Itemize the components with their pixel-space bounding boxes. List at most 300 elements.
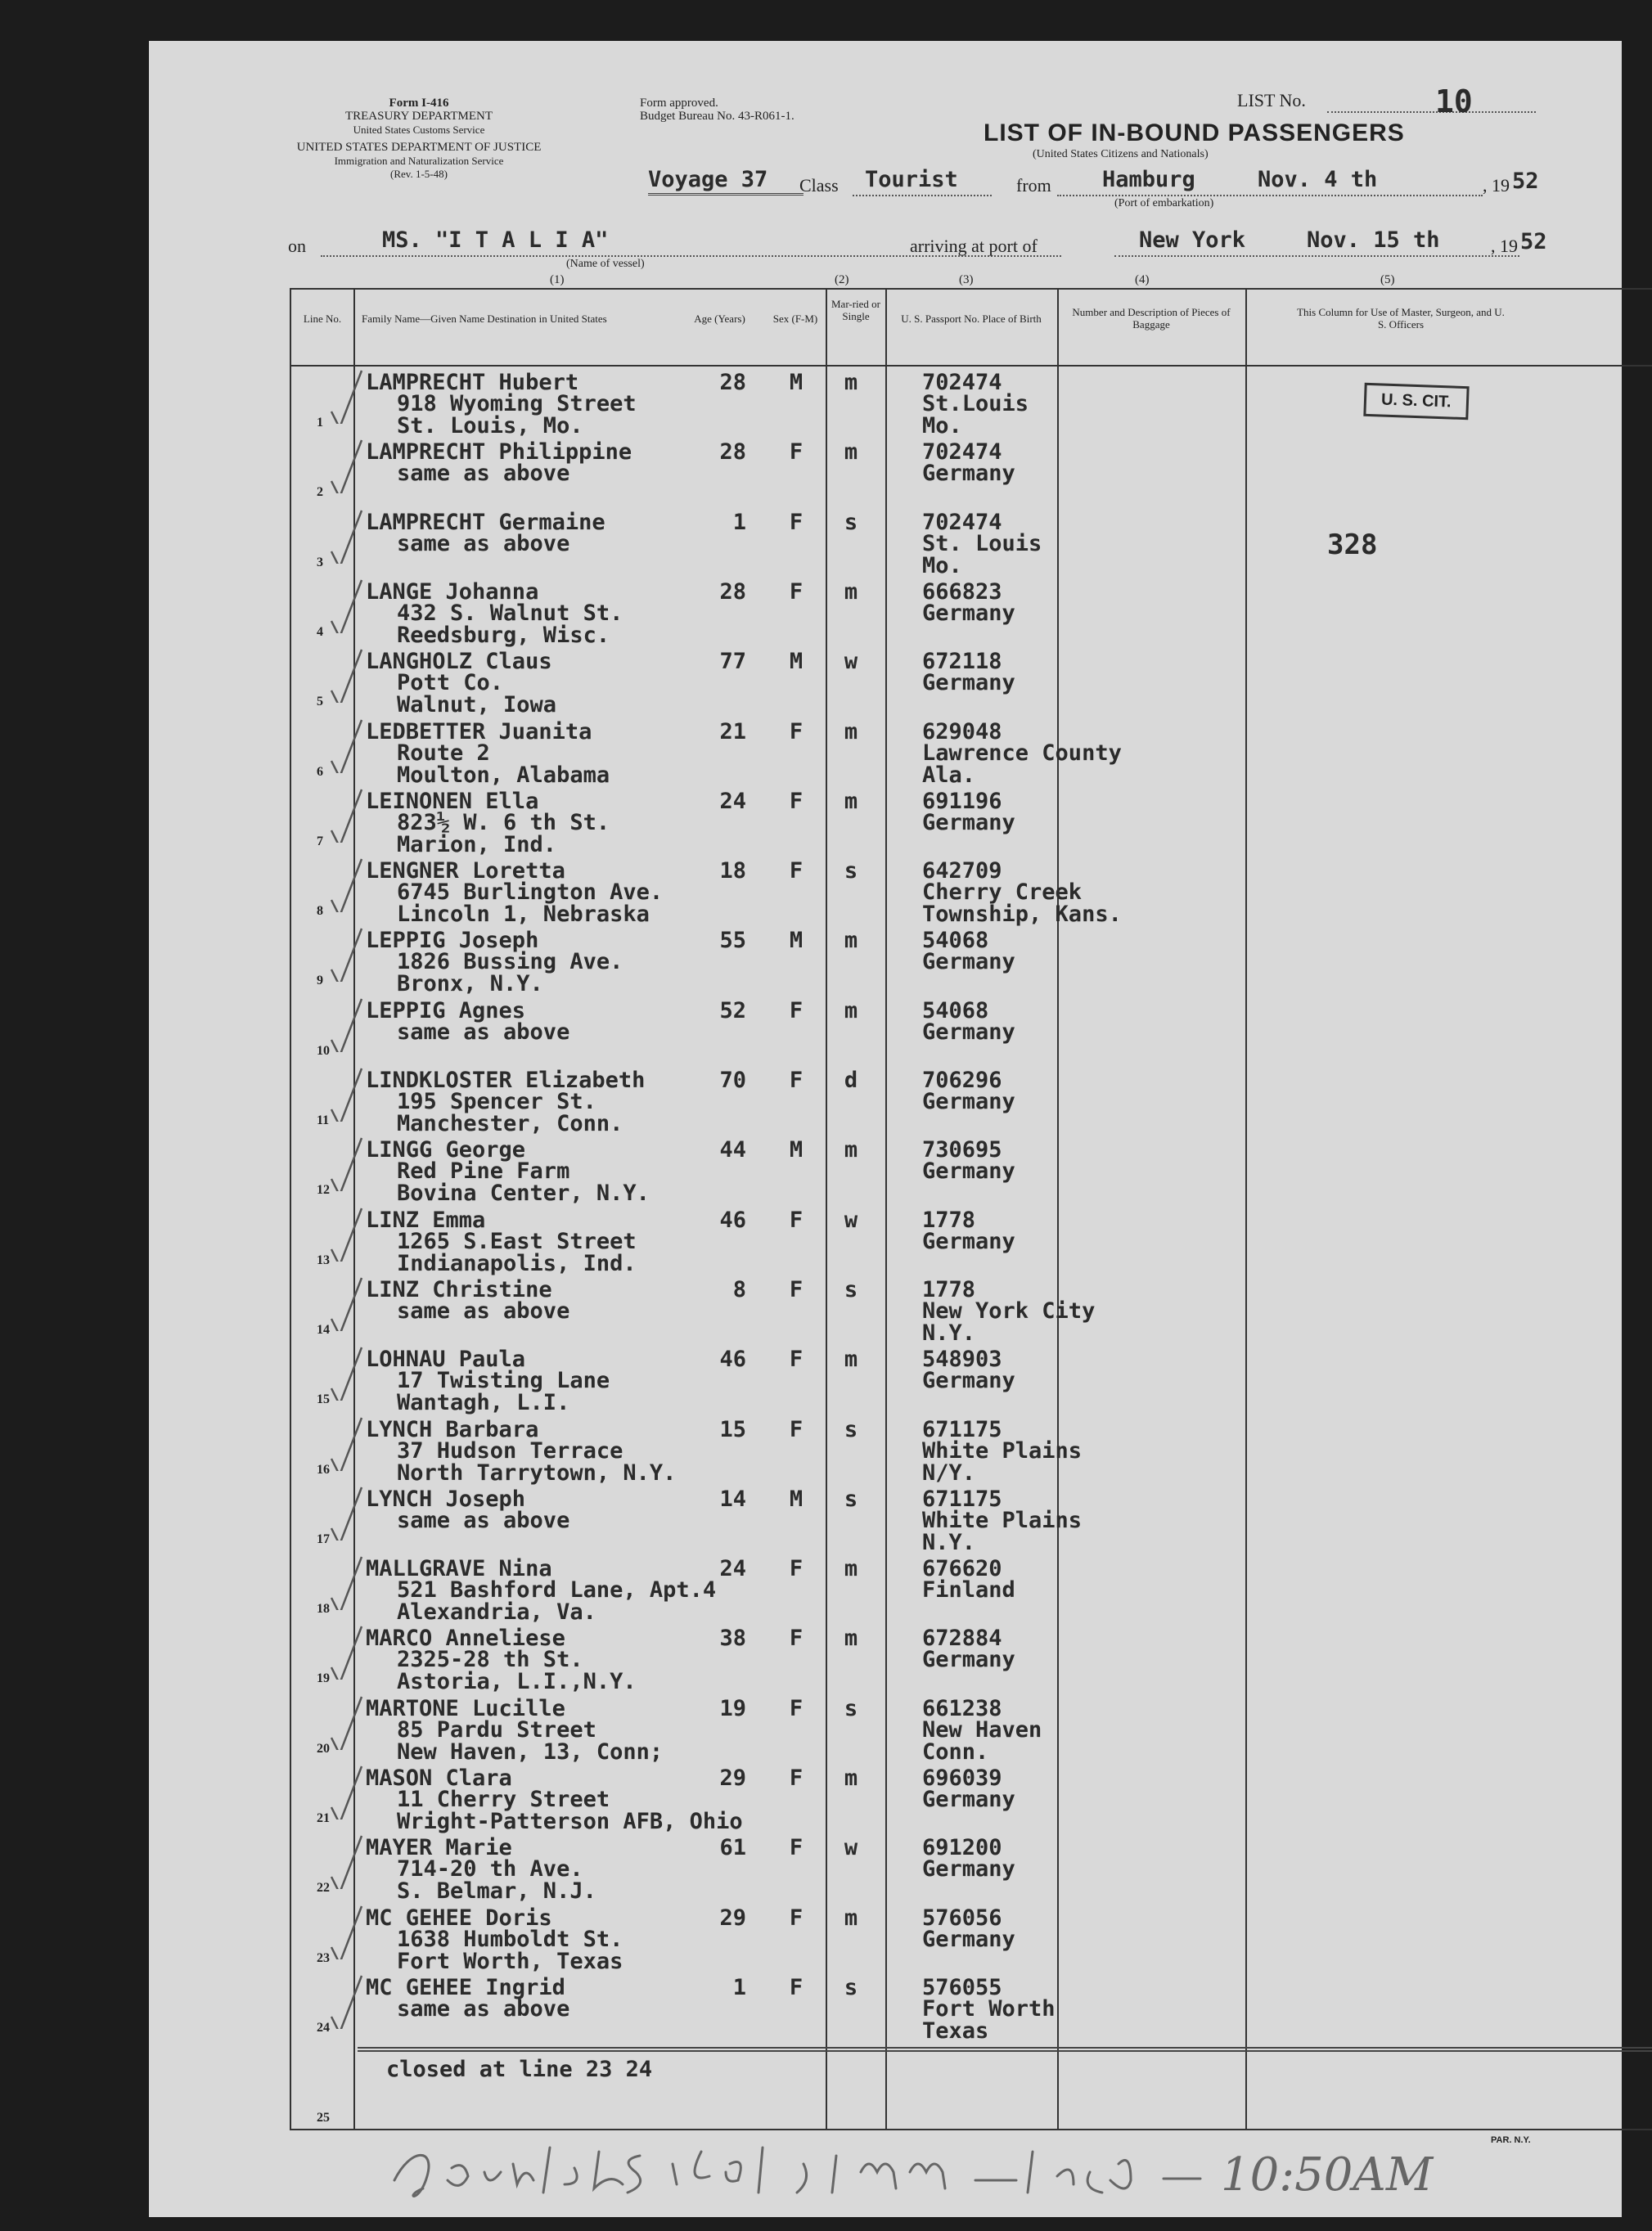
check-mark-icon — [325, 1972, 366, 2029]
passport-number: 691196 — [922, 788, 1002, 814]
place-of-birth-line-1: Fort Worth — [922, 1995, 1056, 2022]
passenger-age: 38 — [719, 1626, 746, 1652]
destination-line-2: Reedsburg, Wisc. — [397, 622, 610, 648]
line-number: 23 — [317, 1950, 330, 1965]
col-header-line: Line No. — [303, 313, 342, 325]
line-number: 22 — [317, 1881, 330, 1896]
col-header-officers: This Column for Use of Master, Surgeon, and U. S. Officers — [1297, 306, 1505, 331]
passenger-sex: F — [789, 1276, 803, 1302]
arrival-year: 52 — [1520, 229, 1547, 254]
marital-status: s — [844, 1276, 858, 1302]
passenger-name: MALLGRAVE Nina — [366, 1556, 552, 1582]
table-row — [149, 576, 1622, 648]
destination-line-1: 1638 Humboldt St. — [397, 1926, 623, 1952]
embark-year: 52 — [1512, 169, 1539, 194]
passenger-age: 1 — [732, 1974, 746, 2000]
place-of-birth-line-1: Germany — [922, 600, 1015, 626]
passenger-age: 44 — [719, 1137, 746, 1163]
passport-number: 702474 — [922, 509, 1002, 535]
table-row — [149, 1204, 1622, 1274]
place-of-birth-line-1: Germany — [922, 461, 1015, 487]
place-of-birth-line-1: White Plains — [922, 1507, 1083, 1533]
check-mark-icon — [325, 1414, 366, 1471]
col-num-5: (5) — [1380, 273, 1395, 286]
destination-line-1: 37 Hudson Terrace — [397, 1437, 623, 1464]
passenger-age: 15 — [719, 1416, 746, 1442]
vessel-name: MS. "I T A L I A" — [382, 227, 609, 253]
on-label: on — [288, 236, 306, 256]
passenger-sex: F — [789, 788, 803, 814]
marital-status: m — [844, 439, 858, 466]
check-mark-icon — [325, 1274, 366, 1331]
destination-line-2: S. Belmar, N.J. — [397, 1878, 596, 1905]
check-mark-icon — [325, 1064, 366, 1122]
passenger-name: LANGHOLZ Claus — [366, 649, 552, 675]
place-of-birth-line-1: St.Louis — [922, 391, 1029, 416]
table-row — [149, 1553, 1622, 1626]
destination-line-1: Route 2 — [397, 740, 490, 766]
place-of-birth-line-2: Conn. — [922, 1738, 989, 1765]
destination-line-2: North Tarrytown, N.Y. — [397, 1460, 677, 1486]
check-mark-icon — [325, 576, 366, 633]
destination-line-1: Pott Co. — [397, 670, 504, 696]
check-mark-icon — [325, 1343, 366, 1401]
passport-number: 1778 — [922, 1207, 976, 1233]
table-row — [149, 1972, 1622, 2044]
destination-line-1: 918 Wyoming Street — [397, 391, 637, 416]
check-mark-icon — [325, 1622, 366, 1680]
line-number: 9 — [317, 974, 323, 988]
passenger-name: LOHNAU Paula — [366, 1347, 526, 1373]
passenger-sex: F — [789, 1207, 803, 1233]
passenger-age: 29 — [719, 1765, 746, 1791]
passport-number: 576055 — [922, 1974, 1002, 2000]
destination-line-2: New Haven, 13, Conn; — [397, 1738, 664, 1765]
passenger-age: 19 — [719, 1695, 746, 1721]
passenger-age: 52 — [719, 997, 746, 1023]
passenger-age: 28 — [719, 370, 746, 395]
form-subtitle: (United States Citizens and Nationals) — [1033, 148, 1209, 160]
place-of-birth-line-1: Germany — [922, 670, 1015, 696]
passenger-name: LINGG George — [366, 1137, 526, 1163]
table-row — [149, 855, 1622, 928]
line-number: 1 — [317, 416, 323, 430]
check-mark-icon — [325, 645, 366, 703]
marital-status: s — [844, 1695, 858, 1721]
passport-number: 1778 — [922, 1276, 976, 1302]
passenger-age: 14 — [719, 1486, 746, 1512]
inspector-signature — [378, 2131, 1491, 2205]
passenger-sex: F — [789, 1905, 803, 1931]
table-row — [149, 1622, 1622, 1695]
passenger-name: LAMPRECHT Germaine — [366, 509, 605, 535]
destination-line-1: 2325-28 th St. — [397, 1647, 583, 1673]
col-header-sex: Sex (F-M) — [772, 313, 818, 325]
place-of-birth-line-2: N.Y. — [922, 1529, 976, 1555]
destination-line-1: same as above — [397, 530, 570, 556]
line-number: 6 — [317, 764, 323, 779]
destination-line-1: 195 Spencer St. — [397, 1089, 596, 1114]
check-mark-icon — [325, 1204, 366, 1262]
passenger-sex: M — [789, 370, 803, 395]
place-of-birth-line-1: Germany — [922, 1647, 1015, 1673]
passenger-age: 28 — [719, 439, 746, 466]
line-number: 18 — [317, 1602, 330, 1617]
marital-status: m — [844, 1556, 858, 1582]
passport-number: 661238 — [922, 1695, 1002, 1721]
table-row — [149, 1832, 1622, 1905]
from-label: from — [1016, 175, 1051, 196]
svg-text:10:50AM: 10:50AM — [1221, 2148, 1434, 2202]
passenger-sex: F — [789, 509, 803, 535]
passenger-name: LYNCH Barbara — [366, 1416, 539, 1442]
line-number: 8 — [317, 904, 323, 919]
place-of-birth-line-1: Germany — [922, 809, 1015, 835]
passport-number: 730695 — [922, 1137, 1002, 1163]
check-mark-icon — [325, 1902, 366, 1959]
line-number: 15 — [317, 1392, 330, 1407]
destination-line-2: Wright-Patterson AFB, Ohio — [397, 1809, 743, 1834]
form-title: LIST OF IN-BOUND PASSENGERS — [984, 119, 1405, 146]
line-number: 14 — [317, 1322, 330, 1337]
table-row — [149, 785, 1622, 855]
line-number-25: 25 — [317, 2111, 330, 2125]
passenger-age: 46 — [719, 1207, 746, 1233]
table-row — [149, 1762, 1622, 1832]
passport-number: 702474 — [922, 370, 1002, 395]
passenger-sex: F — [789, 1695, 803, 1721]
marital-status: w — [844, 649, 858, 675]
line-number: 21 — [317, 1811, 330, 1825]
place-of-birth-line-1: Germany — [922, 1019, 1015, 1045]
destination-line-2: St. Louis, Mo. — [397, 413, 583, 439]
passenger-name: LEPPIG Joseph — [366, 928, 539, 954]
check-mark-icon — [325, 716, 366, 773]
table-row — [149, 506, 1622, 576]
table-row — [149, 645, 1622, 718]
passenger-name: LINDKLOSTER Elizabeth — [366, 1068, 646, 1093]
destination-line-1: 432 S. Walnut St. — [397, 600, 623, 626]
marital-status: m — [844, 928, 858, 954]
destination-line-1: 85 Pardu Street — [397, 1716, 596, 1743]
col-num-1: (1) — [550, 273, 565, 286]
embark-port: Hamburg — [1102, 167, 1195, 192]
manifest-page — [149, 41, 1622, 2217]
check-mark-icon — [325, 506, 366, 564]
passenger-name: MARCO Anneliese — [366, 1626, 565, 1652]
marital-status: m — [844, 718, 858, 744]
passport-number: 54068 — [922, 997, 989, 1023]
passport-number: 672118 — [922, 649, 1002, 675]
passenger-name: MARTONE Lucille — [366, 1695, 565, 1721]
col-header-passport: U. S. Passport No. Place of Birth — [901, 313, 1042, 325]
place-of-birth-line-1: Germany — [922, 1787, 1015, 1812]
table-row — [149, 1902, 1622, 1972]
customs-service: United States Customs Service — [353, 124, 485, 136]
arrival-date: Nov. 15 th — [1307, 227, 1440, 253]
check-mark-icon — [325, 785, 366, 843]
table-row — [149, 1414, 1622, 1486]
passenger-sex: F — [789, 439, 803, 466]
place-of-birth-line-1: Germany — [922, 1158, 1015, 1185]
justice-dept: UNITED STATES DEPARTMENT OF JUSTICE — [296, 141, 542, 154]
line-number: 16 — [317, 1462, 330, 1477]
passenger-age: 46 — [719, 1347, 746, 1373]
place-of-birth-line-1: Cherry Creek — [922, 879, 1083, 906]
check-mark-icon — [325, 1483, 366, 1541]
passenger-sex: F — [789, 1974, 803, 2000]
table-row — [149, 995, 1622, 1064]
line-number: 10 — [317, 1043, 330, 1058]
place-of-birth-line-1: New York City — [922, 1298, 1096, 1324]
passenger-sex: F — [789, 1626, 803, 1652]
line-number: 24 — [317, 2020, 330, 2035]
destination-line-2: Lincoln 1, Nebraska — [397, 902, 650, 928]
marital-status: m — [844, 1137, 858, 1163]
marital-status: d — [844, 1068, 858, 1093]
destination-line-1: 823½ W. 6 th St. — [397, 809, 610, 835]
passenger-age: 77 — [719, 649, 746, 675]
closed-note: closed at line 23 24 — [386, 2057, 653, 2082]
place-of-birth-line-1: Germany — [922, 1856, 1015, 1882]
passenger-name: LAMPRECHT Hubert — [366, 370, 579, 395]
destination-line-2: Walnut, Iowa — [397, 692, 557, 718]
check-mark-icon — [325, 924, 366, 982]
destination-line-2: Fort Worth, Texas — [397, 1948, 623, 1974]
line-number: 19 — [317, 1671, 330, 1686]
passenger-sex: F — [789, 1835, 803, 1861]
passenger-sex: M — [789, 649, 803, 675]
col-header-age: Age (Years) — [694, 313, 745, 325]
check-mark-icon — [325, 995, 366, 1052]
passenger-age: 55 — [719, 928, 746, 954]
passenger-age: 8 — [732, 1276, 746, 1302]
marital-status: m — [844, 1347, 858, 1373]
col-num-3: (3) — [959, 273, 974, 286]
marital-status: s — [844, 858, 858, 884]
vessel-label: (Name of vessel) — [566, 258, 645, 270]
embark-date: Nov. 4 th — [1258, 167, 1378, 192]
destination-line-1: 17 Twisting Lane — [397, 1368, 610, 1394]
place-of-birth-line-1: Germany — [922, 1926, 1015, 1952]
place-of-birth-line-1: Germany — [922, 1368, 1015, 1394]
arrival-year-prefix: , 19 — [1491, 236, 1518, 256]
destination-line-1: same as above — [397, 1019, 570, 1045]
passenger-sex: F — [789, 718, 803, 744]
destination-line-2: Marion, Ind. — [397, 831, 557, 857]
passenger-name: LINZ Christine — [366, 1276, 552, 1302]
table-row — [149, 1343, 1622, 1416]
table-row — [149, 436, 1622, 506]
passport-number: 676620 — [922, 1556, 1002, 1582]
table-row — [149, 367, 1622, 439]
passenger-name: MAYER Marie — [366, 1835, 512, 1861]
embark-year-prefix: , 19 — [1483, 175, 1510, 196]
passenger-name: LYNCH Joseph — [366, 1486, 526, 1512]
destination-line-1: 1265 S.East Street — [397, 1228, 637, 1254]
col-num-2: (2) — [835, 273, 849, 286]
passenger-name: MC GEHEE Doris — [366, 1905, 552, 1931]
table-row — [149, 1693, 1622, 1765]
passenger-name: LAMPRECHT Philippine — [366, 439, 632, 466]
destination-line-2: Alexandria, Va. — [397, 1599, 596, 1626]
printer-mark: PAR. N.Y. — [1491, 2135, 1531, 2145]
class-value: Tourist — [865, 167, 958, 192]
passenger-age: 1 — [732, 509, 746, 535]
passenger-age: 61 — [719, 1835, 746, 1861]
destination-line-1: Red Pine Farm — [397, 1158, 570, 1185]
marital-status: m — [844, 788, 858, 814]
destination-line-2: Manchester, Conn. — [397, 1111, 623, 1136]
voyage: Voyage 37 — [648, 167, 768, 192]
form-number: Form I-416 — [389, 97, 449, 110]
place-of-birth-line-2: Texas — [922, 2017, 989, 2044]
check-mark-icon — [325, 855, 366, 912]
marital-status: m — [844, 1626, 858, 1652]
passport-number: 702474 — [922, 439, 1002, 466]
revision: (Rev. 1-5-48) — [390, 168, 448, 180]
marital-status: m — [844, 1765, 858, 1791]
destination-line-1: same as above — [397, 1995, 570, 2022]
destination-line-2: Indianapolis, Ind. — [397, 1250, 637, 1276]
check-mark-icon — [325, 1762, 366, 1819]
destination-line-1: same as above — [397, 1298, 570, 1324]
marital-status: w — [844, 1835, 858, 1861]
place-of-birth-line-1: Germany — [922, 1228, 1015, 1254]
table-row — [149, 924, 1622, 997]
passenger-age: 29 — [719, 1905, 746, 1931]
passenger-name: LEDBETTER Juanita — [366, 718, 592, 744]
passenger-sex: F — [789, 997, 803, 1023]
check-mark-icon — [325, 1553, 366, 1610]
marital-status: s — [844, 1416, 858, 1442]
list-label: LIST No. — [1237, 90, 1306, 110]
passport-number: 629048 — [922, 718, 1002, 744]
passenger-sex: M — [789, 928, 803, 954]
destination-line-1: same as above — [397, 461, 570, 487]
count-note: 328 — [1327, 529, 1378, 561]
passport-number: 54068 — [922, 928, 989, 954]
passenger-name: LEPPIG Agnes — [366, 997, 526, 1023]
class-label: Class — [799, 175, 839, 196]
form-approved: Form approved. — [640, 97, 718, 110]
place-of-birth-line-1: St. Louis — [922, 530, 1042, 556]
check-mark-icon — [325, 367, 366, 424]
passenger-sex: F — [789, 1347, 803, 1373]
passenger-sex: F — [789, 1068, 803, 1093]
destination-line-1: 6745 Burlington Ave. — [397, 879, 664, 906]
passport-number: 672884 — [922, 1626, 1002, 1652]
destination-line-1: 521 Bashford Lane, Apt.4 — [397, 1577, 717, 1604]
marital-status: s — [844, 509, 858, 535]
marital-status: m — [844, 997, 858, 1023]
passenger-name: LANGE Johanna — [366, 578, 539, 605]
destination-line-1: 1826 Bussing Ave. — [397, 949, 623, 975]
passenger-age: 28 — [719, 578, 746, 605]
line-number: 12 — [317, 1183, 330, 1198]
check-mark-icon — [325, 1832, 366, 1889]
table-row — [149, 1134, 1622, 1207]
passport-number: 576056 — [922, 1905, 1002, 1931]
destination-line-1: same as above — [397, 1507, 570, 1533]
port-embark-label: (Port of embarkation) — [1114, 197, 1214, 209]
passenger-sex: M — [789, 1137, 803, 1163]
place-of-birth-line-2: Ala. — [922, 762, 976, 788]
place-of-birth-line-1: New Haven — [922, 1716, 1042, 1743]
passport-number: 691200 — [922, 1835, 1002, 1861]
ins-service: Immigration and Naturalization Service — [334, 155, 504, 167]
place-of-birth-line-1: Finland — [922, 1577, 1015, 1604]
passport-number: 696039 — [922, 1765, 1002, 1791]
col-header-name: Family Name—Given Name Destination in United States — [362, 313, 607, 325]
place-of-birth-line-2: Mo. — [922, 552, 962, 578]
line-number: 11 — [317, 1113, 330, 1127]
destination-line-1: 11 Cherry Street — [397, 1787, 610, 1812]
passenger-sex: F — [789, 578, 803, 605]
table-row — [149, 1274, 1622, 1346]
passenger-sex: F — [789, 1416, 803, 1442]
col-header-married: Mar-ried or Single — [831, 298, 881, 322]
line-number: 4 — [317, 624, 323, 639]
passenger-name: MASON Clara — [366, 1765, 512, 1791]
place-of-birth-line-1: White Plains — [922, 1437, 1083, 1464]
col-num-4: (4) — [1135, 273, 1150, 286]
passport-number: 706296 — [922, 1068, 1002, 1093]
line-number: 3 — [317, 555, 323, 569]
treasury-dept: TREASURY DEPARTMENT — [344, 110, 493, 123]
passenger-name: MC GEHEE Ingrid — [366, 1974, 565, 2000]
place-of-birth-line-1: Lawrence County — [922, 740, 1122, 766]
passport-number: 671175 — [922, 1416, 1002, 1442]
passenger-name: LEINONEN Ella — [366, 788, 539, 814]
destination-line-1: 714-20 th Ave. — [397, 1856, 583, 1882]
line-number: 2 — [317, 485, 323, 500]
destination-line-2: Bronx, N.Y. — [397, 971, 543, 997]
table-row — [149, 1064, 1622, 1134]
destination-line-2: Bovina Center, N.Y. — [397, 1181, 650, 1207]
marital-status: m — [844, 370, 858, 395]
line-number: 17 — [317, 1532, 330, 1546]
place-of-birth-line-2: Township, Kans. — [922, 902, 1122, 928]
passenger-age: 18 — [719, 858, 746, 884]
passenger-name: LINZ Emma — [366, 1207, 486, 1233]
line-number: 5 — [317, 695, 323, 709]
destination-line-2: Astoria, L.I.,N.Y. — [397, 1669, 637, 1695]
marital-status: m — [844, 1905, 858, 1931]
arrival-port: New York — [1139, 227, 1246, 253]
passenger-sex: F — [789, 858, 803, 884]
destination-line-2: Moulton, Alabama — [397, 762, 610, 788]
marital-status: m — [844, 578, 858, 605]
arriving-label: arriving at port of — [910, 236, 1038, 256]
destination-line-2: Wantagh, L.I. — [397, 1390, 570, 1416]
passport-number: 548903 — [922, 1347, 1002, 1373]
passport-number: 666823 — [922, 578, 1002, 605]
place-of-birth-line-2: N/Y. — [922, 1460, 976, 1486]
list-number: 10 — [1435, 83, 1473, 119]
check-mark-icon — [325, 1693, 366, 1750]
passenger-sex: M — [789, 1486, 803, 1512]
place-of-birth-line-1: Germany — [922, 1089, 1015, 1114]
place-of-birth-line-1: Germany — [922, 949, 1015, 975]
line-number: 20 — [317, 1741, 330, 1756]
marital-status: s — [844, 1974, 858, 2000]
passenger-sex: F — [789, 1765, 803, 1791]
passport-number: 642709 — [922, 858, 1002, 884]
table-row — [149, 1483, 1622, 1553]
passenger-age: 24 — [719, 1556, 746, 1582]
marital-status: s — [844, 1486, 858, 1512]
